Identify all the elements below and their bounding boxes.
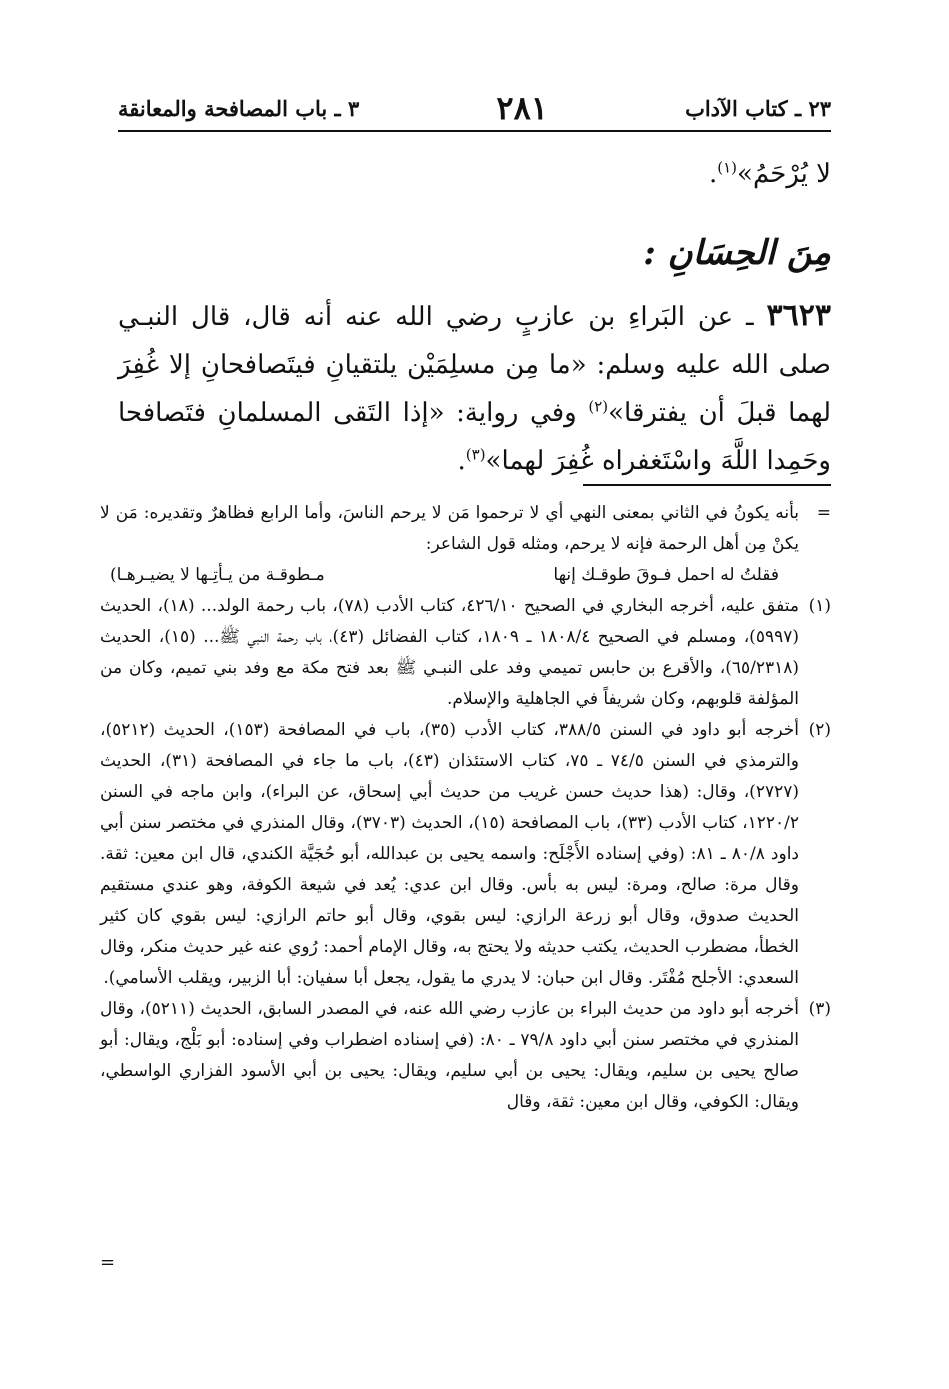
footnotes [100,498,831,1118]
footnote-mark: (١) [808,596,831,616]
footnote-ref-3: (٣) [465,445,486,464]
footnote-3 [100,994,831,1118]
section-title: مِنَ الحِسَانِ : [643,233,831,273]
footnote-mark: (٣) [808,999,831,1019]
page-number: ٢٨١ [496,89,548,127]
book-title: ٢٣ ـ كتاب الآداب [685,95,831,121]
footnote-text: متفق عليه، أخرجه البخاري في الصحيح ٤٢٦/١٠، كتاب الأدب (٧٨)، باب رحمة الولد... (١٨)، الحديث (٥٩٩٧)، ومسلم في الصحيح ١٨٠٨/٤ ـ ١٨٠٩، كتاب الفضائل (٤٣)، باب رحمة النبي ﷺ... (١٥)، الحديث (٦٥/٢٣١٨)، والأقرع بن حابس تميمي وفد على النبـي ﷺ بعد فتح مكة مع وفد بني تميم، وكان من المؤلفة قلوبهم، وكان شريفاً في الجاهلية والإسلام. [100,596,800,709]
footnote-mark: (٢) [808,720,831,740]
page-header [118,88,831,128]
footnote-ref-2: (٢) [588,397,609,416]
footnote-text: أخرجه أبو داود في السنن ٣٨٨/٥، كتاب الأدب (٣٥)، باب في المصافحة (١٥٣)، الحديث (٥٢١٢)، والترمذي في السنن ٧٤/٥ ـ ٧٥، كتاب الاستئذان (٤٣)، باب ما جاء في المصافحة (٣١)، الحديث (٢٧٢٧)، وقال: (هذا حديث حسن غريب من حديث أبي إسحاق، عن البراء)، وابن ماجه في السنن ١٢٢٠/٢، كتاب الأدب (٣٣)، باب المصافحة (١٥)، الحديث (٣٧٠٣)، وقال المنذري في مختصر سنن أبي داود ٨٠/٨ ـ ٨١: (وفي إسناده الأَجْلَح: واسمه يحيى بن عبدالله، أبو حُجَيَّة الكندي، قال ابن معين: ثقة. وقال مرة: صالح، ومرة: ليس به بأس. وقال ابن عدي: يُعد في شيعة الكوفة، وهو عندي مستقيم الحديث صدوق، وقال أبو زرعة الرازي: ليس بقوي، وقال أبو حاتم الرازي: ليس بقوي كان كثير الخطأ، مضطرب الحديث، يكتب حديثه ولا يحتج به، وقال الإمام أحمد: رُوي عنه غير حديث منكر، وقال السعدي: الأجلح مُفْتَر. وقال ابن حبان: لا يدري ما يقول، يجعل أبا سفيان: أبا الزبير، ويقلب الأسامي). [100,720,800,988]
hadith-number: ٣٦٢٣ [766,298,831,333]
poetry-verse [100,560,799,591]
verse-second-half: مـطوقـة من يـأتِـها لا يضيـرهـا) [110,565,325,585]
footnote-divider [583,484,831,486]
hadith-text-2: وفي رواية: «إذا التَقى المسلمانِ فتَصافحا وحَمِدا اللَّهَ واسْتَغفراه غُفِرَ لهما» [118,398,831,476]
continuation-mark: = [816,503,831,523]
footnote-ref-1: (١) [717,158,738,177]
footnote-1 [100,591,831,715]
carry-over-line: لا يُرْحَمُ»$^{(١)}$. [708,158,831,189]
main-text [118,150,831,485]
footnote-text: بأنه يكونُ في الثاني بمعنى النهي أي لا ترحموا مَن لا يرحم الناسَ، وأما الرابع فظاهرٌ وتقديره: مَن لا يكنْ مِن أهل الرحمة فإنه لا يرحم، ومثله قول الشاعر: [100,503,799,554]
continued-mark: = [100,1252,116,1273]
verse-first-half: فقلتُ له احمل فـوقَ طوقـك إنها [553,565,779,585]
footnote-text: أخرجه أبو داود من حديث البراء بن عازب رضي الله عنه، في المصدر السابق، الحديث (٥٢١١)، وقال المنذري في مختصر سنن أبي داود ٧٩/٨ ـ ٨٠: (في إسناده اضطراب وفي إسناده: أبو بَلْج، ويقال: أبو صالح يحيى بن سليم، ويقال: يحيى بن أبي سليم، ويقال: يحيى بن أبي الأسود الفزاري الواسطي، ويقال: الكوفي، وقال ابن معين: ثقة، وقال [100,999,799,1112]
header-divider [118,130,831,132]
hadith-3623: ٣٦٢٣ ـ عن البَراءِ بن عازبٍ رضي الله عنه أنه قال، قال النبـي صلى الله عليه وسلم: «ما مِن مسلِمَيْن يلتقيانِ فيتَصافحانِ إلا غُفِرَ لهما قبلَ أن يفترقا»$^{(٢)}$ وفي رواية: «إذا التَقى المسلمانِ فتَصافحا وحَمِدا اللَّهَ واسْتَغفراه غُفِرَ لهما»$^{(٣)}$. [118,298,831,476]
footnote-continuation [100,498,831,591]
chapter-title: ٣ ـ باب المصافحة والمعانقة [118,95,360,121]
footnote-2 [100,715,831,994]
hadith-text-1: ـ عن البَراءِ بن عازبٍ رضي الله عنه أنه قال، قال النبـي صلى الله عليه وسلم: «ما مِن مسلِمَيْن يلتقيانِ فيتَصافحانِ إلا غُفِرَ لهما قبلَ أن يفترقا» [118,302,831,428]
